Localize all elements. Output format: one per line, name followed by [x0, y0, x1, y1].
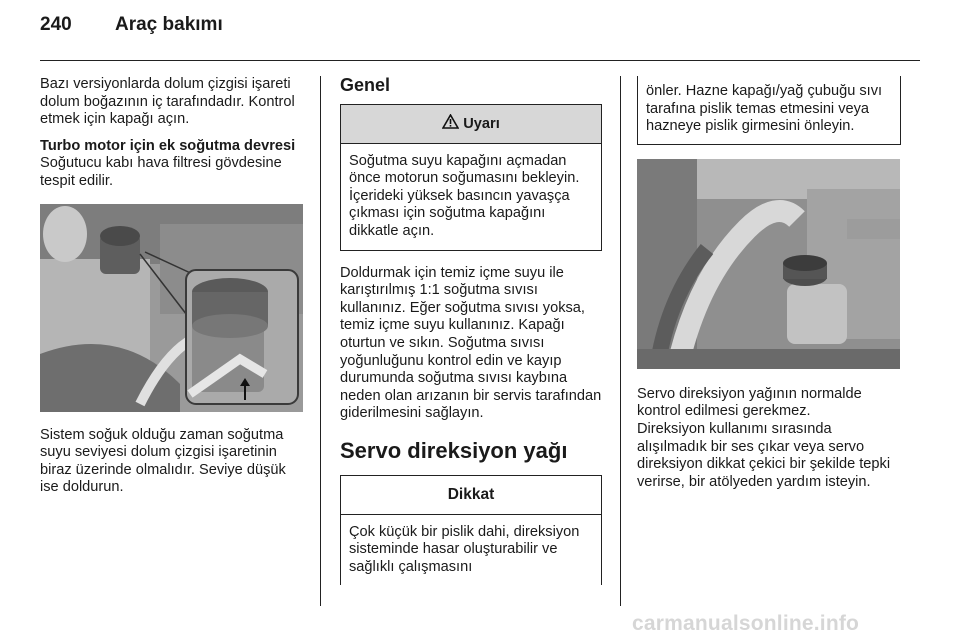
page-header	[40, 14, 223, 36]
caution-box-continued	[637, 76, 901, 145]
watermark: carmanualsonline.info	[632, 612, 860, 635]
warning-title: Uyarı	[463, 115, 500, 132]
warning-box	[340, 104, 602, 251]
steering-noise-paragraph: Direksiyon kullanımı sırasında alışılmadık bir ses çıkar veya servo direksiyon dikkat çekici bir şekilde tepki verirse, bir atölyeden yardım isteyin.	[637, 420, 891, 490]
fill-instructions-paragraph: Doldurmak için temiz içme suyu ile karıştırılmış 1:1 soğutma sıvısı kullanınız. Eğer soğutma sıvısı yoksa, temiz içme suyu kullanınız. Kapağı oturtun ve sıkın. Soğutma sıvısı yoğunluğunu kontrol edin ve kayıp durumunda soğutma sıvısı kaybına neden olan arızanın bir servis tarafından giderilmesini sağlayın.	[340, 264, 602, 422]
column-2	[340, 76, 602, 585]
general-heading: Genel	[340, 75, 391, 95]
page-title: Araç bakımı	[115, 14, 223, 35]
page-number: 240	[40, 14, 72, 35]
warning-triangle-icon	[442, 114, 459, 129]
steering-check-paragraph: Servo direksiyon yağının normalde kontrol edilmesi gerekmez.	[637, 385, 862, 420]
column-divider-2	[620, 76, 621, 606]
engine-bay-illustration	[40, 204, 303, 412]
warning-text: Soğutma suyu kapağını açmadan önce motorun soğumasını bekleyin. İçerideki yüksek basıncın yavaşça çıkması için soğutma kapağını dikkatle açın.	[349, 152, 580, 239]
coolant-level-paragraph: Sistem soğuk olduğu zaman soğutma suyu seviyesi dolum çizgisi işaretinin biraz üzerinde olmalıdır. Seviye düşük ise doldurun.	[40, 426, 286, 496]
coolant-reservoir-photo	[40, 204, 303, 412]
caution-text: Çok küçük bir pislik dahi, direksiyon sisteminde hasar oluşturabilir ve sağlıklı çalışmasını	[349, 523, 580, 575]
warning-header	[341, 105, 601, 144]
header-rule	[40, 60, 920, 61]
power-steering-heading: Servo direksiyon yağı	[340, 437, 568, 463]
steering-reservoir-illustration	[637, 159, 900, 369]
caution-box	[340, 475, 602, 585]
intro-paragraph: Bazı versiyonlarda dolum çizgisi işareti dolum boğazının iç tarafındadır. Kontrol etmek için kapağı açın.	[40, 76, 295, 128]
power-steering-reservoir-photo	[637, 159, 900, 369]
turbo-subheading: Turbo motor için ek soğutma devresi	[40, 137, 296, 154]
column-1	[40, 76, 306, 497]
caution-continued-text: önler. Hazne kapağı/yağ çubuğu sıvı tarafına pislik temas etmesini veya hazneye pislik girmesini önleyin.	[646, 83, 883, 135]
column-divider-1	[320, 76, 321, 606]
turbo-paragraph: Soğutucu kabı hava filtresi gövdesine tespit edilir.	[40, 155, 282, 189]
caution-title: Dikkat	[341, 476, 601, 515]
column-3	[637, 76, 901, 491]
